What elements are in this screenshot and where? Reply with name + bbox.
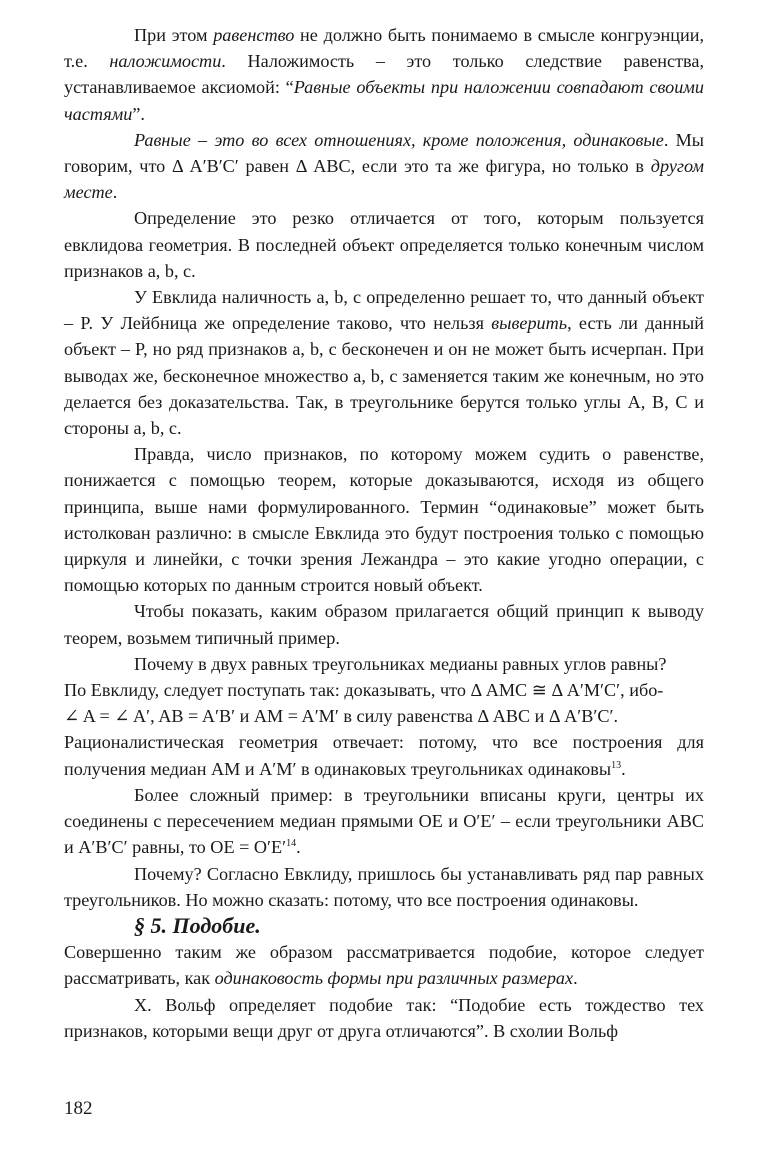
paragraph	[64, 992, 704, 1044]
text-segment: § 5. Подобие.	[134, 912, 261, 938]
paragraph	[64, 939, 704, 991]
text-segment: Почему в двух равных треугольниках медианы равных углов равны?	[134, 653, 667, 674]
text-segment: ∠ A = ∠ A′, AB = A′B′ и AM = A′M′ в силу равенства Δ ABC и Δ A′B′C′.	[64, 706, 619, 727]
text-segment: .	[621, 758, 626, 779]
text-segment: При этом	[134, 25, 214, 45]
text-segment: . Наложимость – это только следствие равенства, устанавливаемое аксиомой: “	[64, 51, 704, 98]
paragraph	[64, 651, 704, 677]
paragraph	[64, 284, 704, 441]
paragraph	[64, 22, 704, 127]
text-segment: Равные объекты при наложении совпадают своими частями	[64, 77, 704, 124]
text-segment: Почему? Согласно Евклиду, пришлось бы устанавливать ряд пар равных треугольников. Но можно сказать: потому, что все построения одинаковы.	[64, 863, 704, 910]
text-segment: одинаковость формы при различных размерах	[214, 968, 574, 989]
paragraph	[64, 782, 704, 861]
text-segment: Определение это резко отличается от того, которым пользуется евклидова геометрия. В последней объект определяется только конечным числом признаков a, b, c.	[64, 208, 704, 281]
section-heading	[64, 913, 704, 939]
text-segment: выверить	[491, 313, 568, 334]
text-segment: другом месте	[64, 156, 704, 203]
text-segment: ”.	[132, 103, 145, 124]
text-segment: не должно быть понимаемо в смысле конгруэнции, т.е.	[64, 25, 704, 72]
paragraph	[64, 861, 704, 913]
paragraph	[64, 729, 704, 781]
paragraph	[64, 127, 704, 206]
paragraph	[64, 205, 704, 284]
text-segment: , есть ли данный объект – P, но ряд признаков a, b, c бесконечен и он не может быть исчерпан. При выводах же, бесконечное множество a, b, c заменяется таким же конечным, но это делается без доказательства. Так, в треугольнике берутся только углы A, B, C и стороны a, b, c.	[64, 313, 704, 439]
text-segment: По Евклиду, следует поступать так: доказывать, что Δ AMC ≅ Δ A′M′C′, ибо-	[64, 680, 664, 701]
text-segment: У Евклида наличность a, b, c определенно решает то, что данный объект – P. У Лейбница же определение таково, что нельзя	[64, 287, 704, 334]
text-segment: .	[296, 837, 301, 858]
text-segment: .	[573, 968, 578, 989]
text-segment: Равные – это во всех отношениях, кроме положения, одинаковые	[134, 129, 664, 150]
text-segment: . Мы говорим, что Δ A′B′C′ равен Δ ABC, если это та же фигура, но только в	[64, 129, 704, 177]
page-number: 182	[64, 1098, 93, 1119]
footnote-ref: 14	[286, 838, 297, 850]
text-segment: Х. Вольф определяет подобие так: “Подобие есть тождество тех признаков, которыми вещи друг от друга отличаются”. В схолии Вольф	[64, 994, 704, 1041]
text-segment: .	[112, 182, 118, 203]
text-segment: Чтобы показать, каким образом прилагается общий принцип к выводу теорем, возьмем типичный пример.	[64, 601, 704, 648]
paragraph	[64, 598, 704, 650]
text-segment: равенство	[213, 25, 295, 45]
text-segment: Более сложный пример: в треугольники вписаны круги, центры их соединены с пересечением медиан прямыми OE и O′E′ – если треугольники ABC и A′B′C′ равны, то OE = O′E′	[64, 784, 704, 858]
footnote-ref: 13	[611, 759, 622, 771]
paragraph	[64, 441, 704, 598]
text-segment: наложимости	[109, 51, 222, 72]
body-text	[64, 22, 704, 1044]
text-segment: Совершенно таким же образом рассматривается подобие, которое следует рассматривать, как	[64, 942, 704, 989]
text-segment: Правда, число признаков, по которому можем судить о равенстве, понижается с помощью теорем, которые доказываются, исходя из общего принципа, выше нами формулированного. Термин “одинаковые” может быть истолкован различно: в смысле Евклида это будут построения только с помощью циркуля и линейки, с точки зрения Лежандра – это какие угодно операции, с помощью которых по данным строится новый объект.	[64, 444, 704, 596]
paragraph	[64, 677, 704, 703]
formula-line	[64, 703, 704, 729]
text-segment: Рационалистическая геометрия отвечает: потому, что все построения для получения медиан AM и A′M′ в одинаковых треугольниках одинаковы	[64, 732, 704, 779]
